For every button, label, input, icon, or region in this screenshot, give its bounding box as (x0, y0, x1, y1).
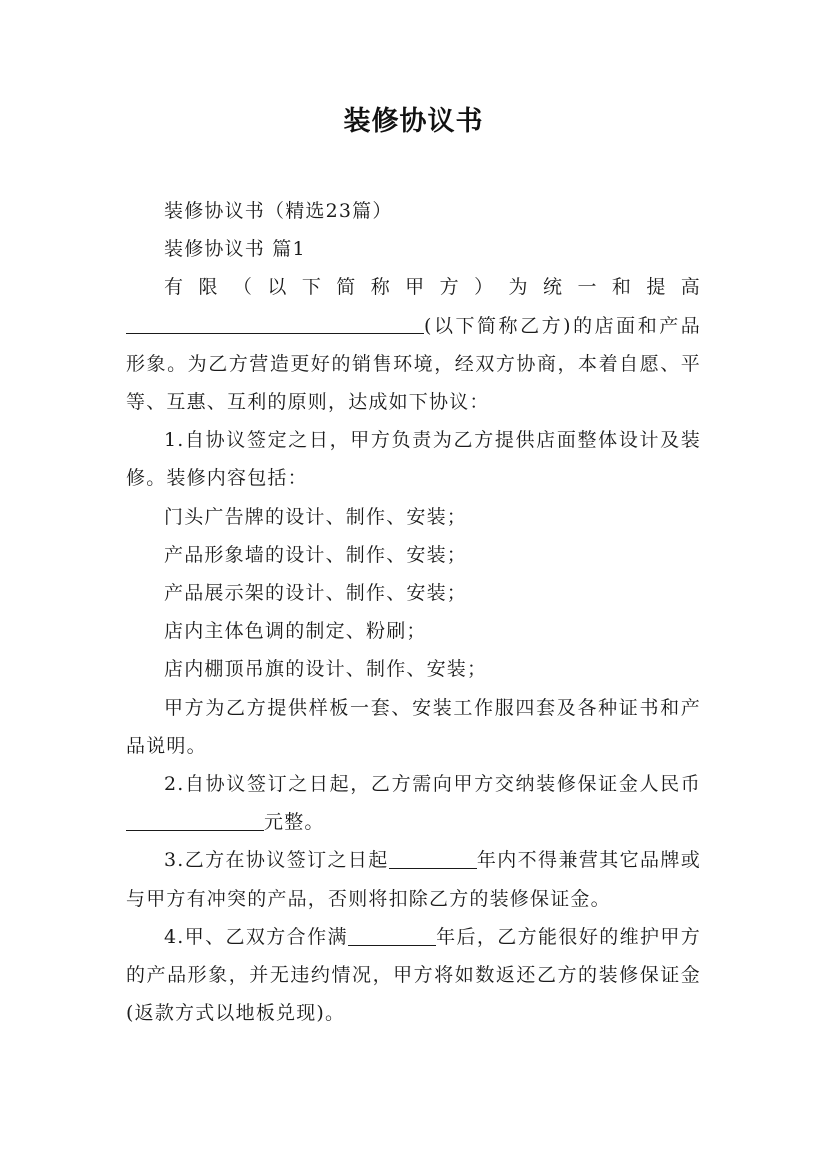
clause-4 (126, 918, 701, 1033)
clause-3 (126, 841, 701, 917)
fill-in-blank[interactable] (348, 925, 436, 946)
fill-in-blank[interactable] (389, 848, 477, 869)
clause-2-text-before: 2.自协议签订之日起，乙方需向甲方交纳装修保证金人民币 (164, 773, 701, 796)
clause-1: 1.自协议签定之日，甲方负责为乙方提供店面整体设计及装修。装修内容包括： (126, 429, 701, 490)
intro-line-1: 有限（以下简称甲方）为统一和提高 (164, 276, 701, 299)
clause-2 (126, 765, 701, 841)
intro-paragraph (126, 307, 701, 422)
clause-3-text-after: 年内不得兼营其它品牌或与甲方有冲突的产品，否则将扣除乙方的装修保证金。 (126, 849, 702, 910)
fill-in-blank[interactable] (126, 314, 424, 335)
clause-2-text-after: 元整。 (264, 811, 325, 834)
list-item: 产品展示架的设计、制作、安装； (164, 582, 468, 605)
list-item: 店内主体色调的制定、粉刷； (164, 620, 427, 643)
clause-3-text-before: 3.乙方在协议签订之日起 (164, 849, 389, 872)
list-item: 产品形象墙的设计、制作、安装； (164, 543, 468, 566)
document-title: 装修协议书 (343, 106, 484, 137)
section-heading: 装修协议书 篇1 (164, 238, 306, 261)
list-item: 店内棚顶吊旗的设计、制作、安装； (164, 658, 488, 681)
intro-text: (以下简称乙方)的店面和产品形象。为乙方营造更好的销售环境，经双方协商，本着自愿、平等、互惠、互利的原则，达成如下协议： (126, 314, 701, 414)
document-body (126, 192, 701, 1032)
fill-in-blank[interactable] (126, 810, 264, 831)
document-subtitle: 装修协议书（精选23篇） (164, 200, 393, 222)
clause-4-text-after: 年后，乙方能很好的维护甲方的产品形象，并无违约情况，甲方将如数返还乙方的装修保证金(返款方式以地板兑现)。 (126, 925, 701, 1025)
list-item: 甲方为乙方提供样板一套、安装工作服四套及各种证书和产品说明。 (126, 696, 701, 757)
clause-4-text-before: 4.甲、乙双方合作满 (164, 925, 348, 948)
list-item: 门头广告牌的设计、制作、安装； (164, 505, 468, 528)
